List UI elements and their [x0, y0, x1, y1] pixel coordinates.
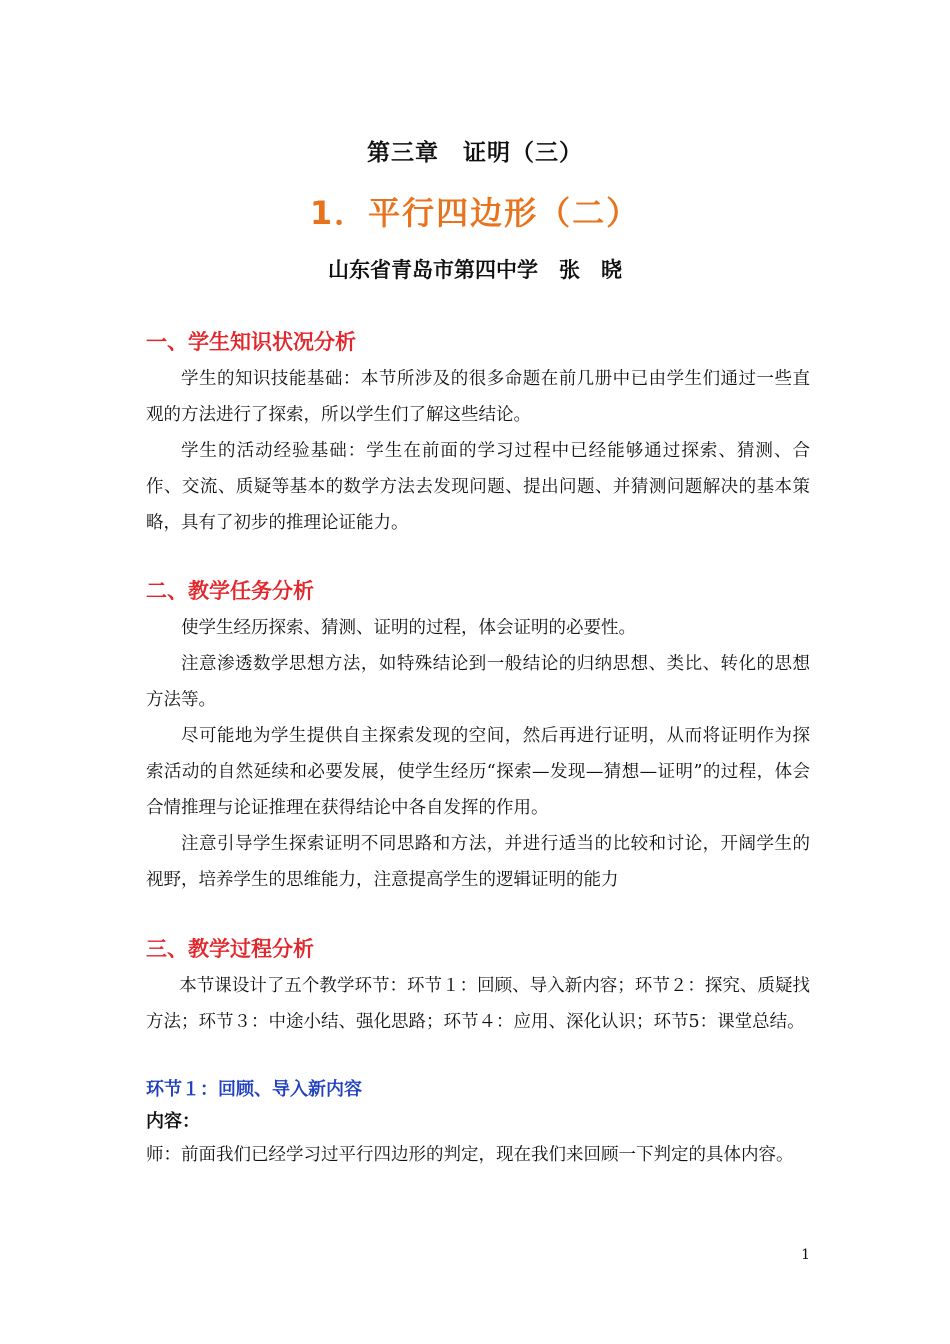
paragraph: 尽可能地为学生提供自主探索发现的空间，然后再进行证明，从而将证明作为探索活动的自然延续和必要发展，使学生经历“探索—发现—猜想—证明”的过程，体会合情推理与论证推理在获得结论中各自发挥的作用。 — [146, 726, 810, 818]
paragraph: 注意引导学生探索证明不同思路和方法，并进行适当的比较和讨论，开阔学生的视野，培养学生的思维能力，注意提高学生的逻辑证明的能力 — [146, 834, 810, 890]
section-heading: 二、教学任务分析 — [146, 579, 314, 603]
step-1-block — [146, 1075, 810, 1173]
page-number: 1 — [801, 1247, 810, 1263]
section-process-analysis — [146, 934, 810, 1040]
section-student-analysis — [146, 327, 810, 541]
section-heading: 一、学生知识状况分析 — [146, 330, 356, 354]
section-heading: 三、教学过程分析 — [146, 937, 314, 961]
step-heading: 环节１：回顾、导入新内容 — [146, 1079, 362, 1100]
paragraph: 本节课设计了五个教学环节：环节１：回顾、导入新内容；环节２：探究、质疑找方法；环节３：中途小结、强化思路；环节４：应用、深化认识；环节5：课堂总结。 — [146, 976, 810, 1032]
author-line: 山东省青岛市第四中学 张 晓 — [328, 258, 622, 282]
paragraph: 学生的知识技能基础：本节所涉及的很多命题在前几册中已由学生们通过一些直观的方法进行了探索，所以学生们了解这些结论。 — [146, 369, 810, 425]
content-label: 内容： — [146, 1111, 200, 1132]
chapter-title: 第三章 证明（三） — [367, 140, 583, 166]
paragraph: 注意渗透数学思想方法，如特殊结论到一般结论的归纳思想、类比、转化的思想方法等。 — [146, 654, 810, 710]
teacher-text: 师：前面我们已经学习过平行四边形的判定，现在我们来回顾一下判定的具体内容。 — [146, 1145, 794, 1165]
paragraph: 使学生经历探索、猜测、证明的过程，体会证明的必要性。 — [181, 618, 636, 638]
section-task-analysis — [146, 576, 810, 898]
paragraph: 学生的活动经验基础：学生在前面的学习过程中已经能够通过探索、猜测、合作、交流、质疑等基本的数学方法去发现问题、提出问题、并猜测问题解决的基本策略，具有了初步的推理论证能力。 — [146, 441, 810, 533]
lesson-title: 1．平行四边形（二） — [309, 194, 641, 232]
